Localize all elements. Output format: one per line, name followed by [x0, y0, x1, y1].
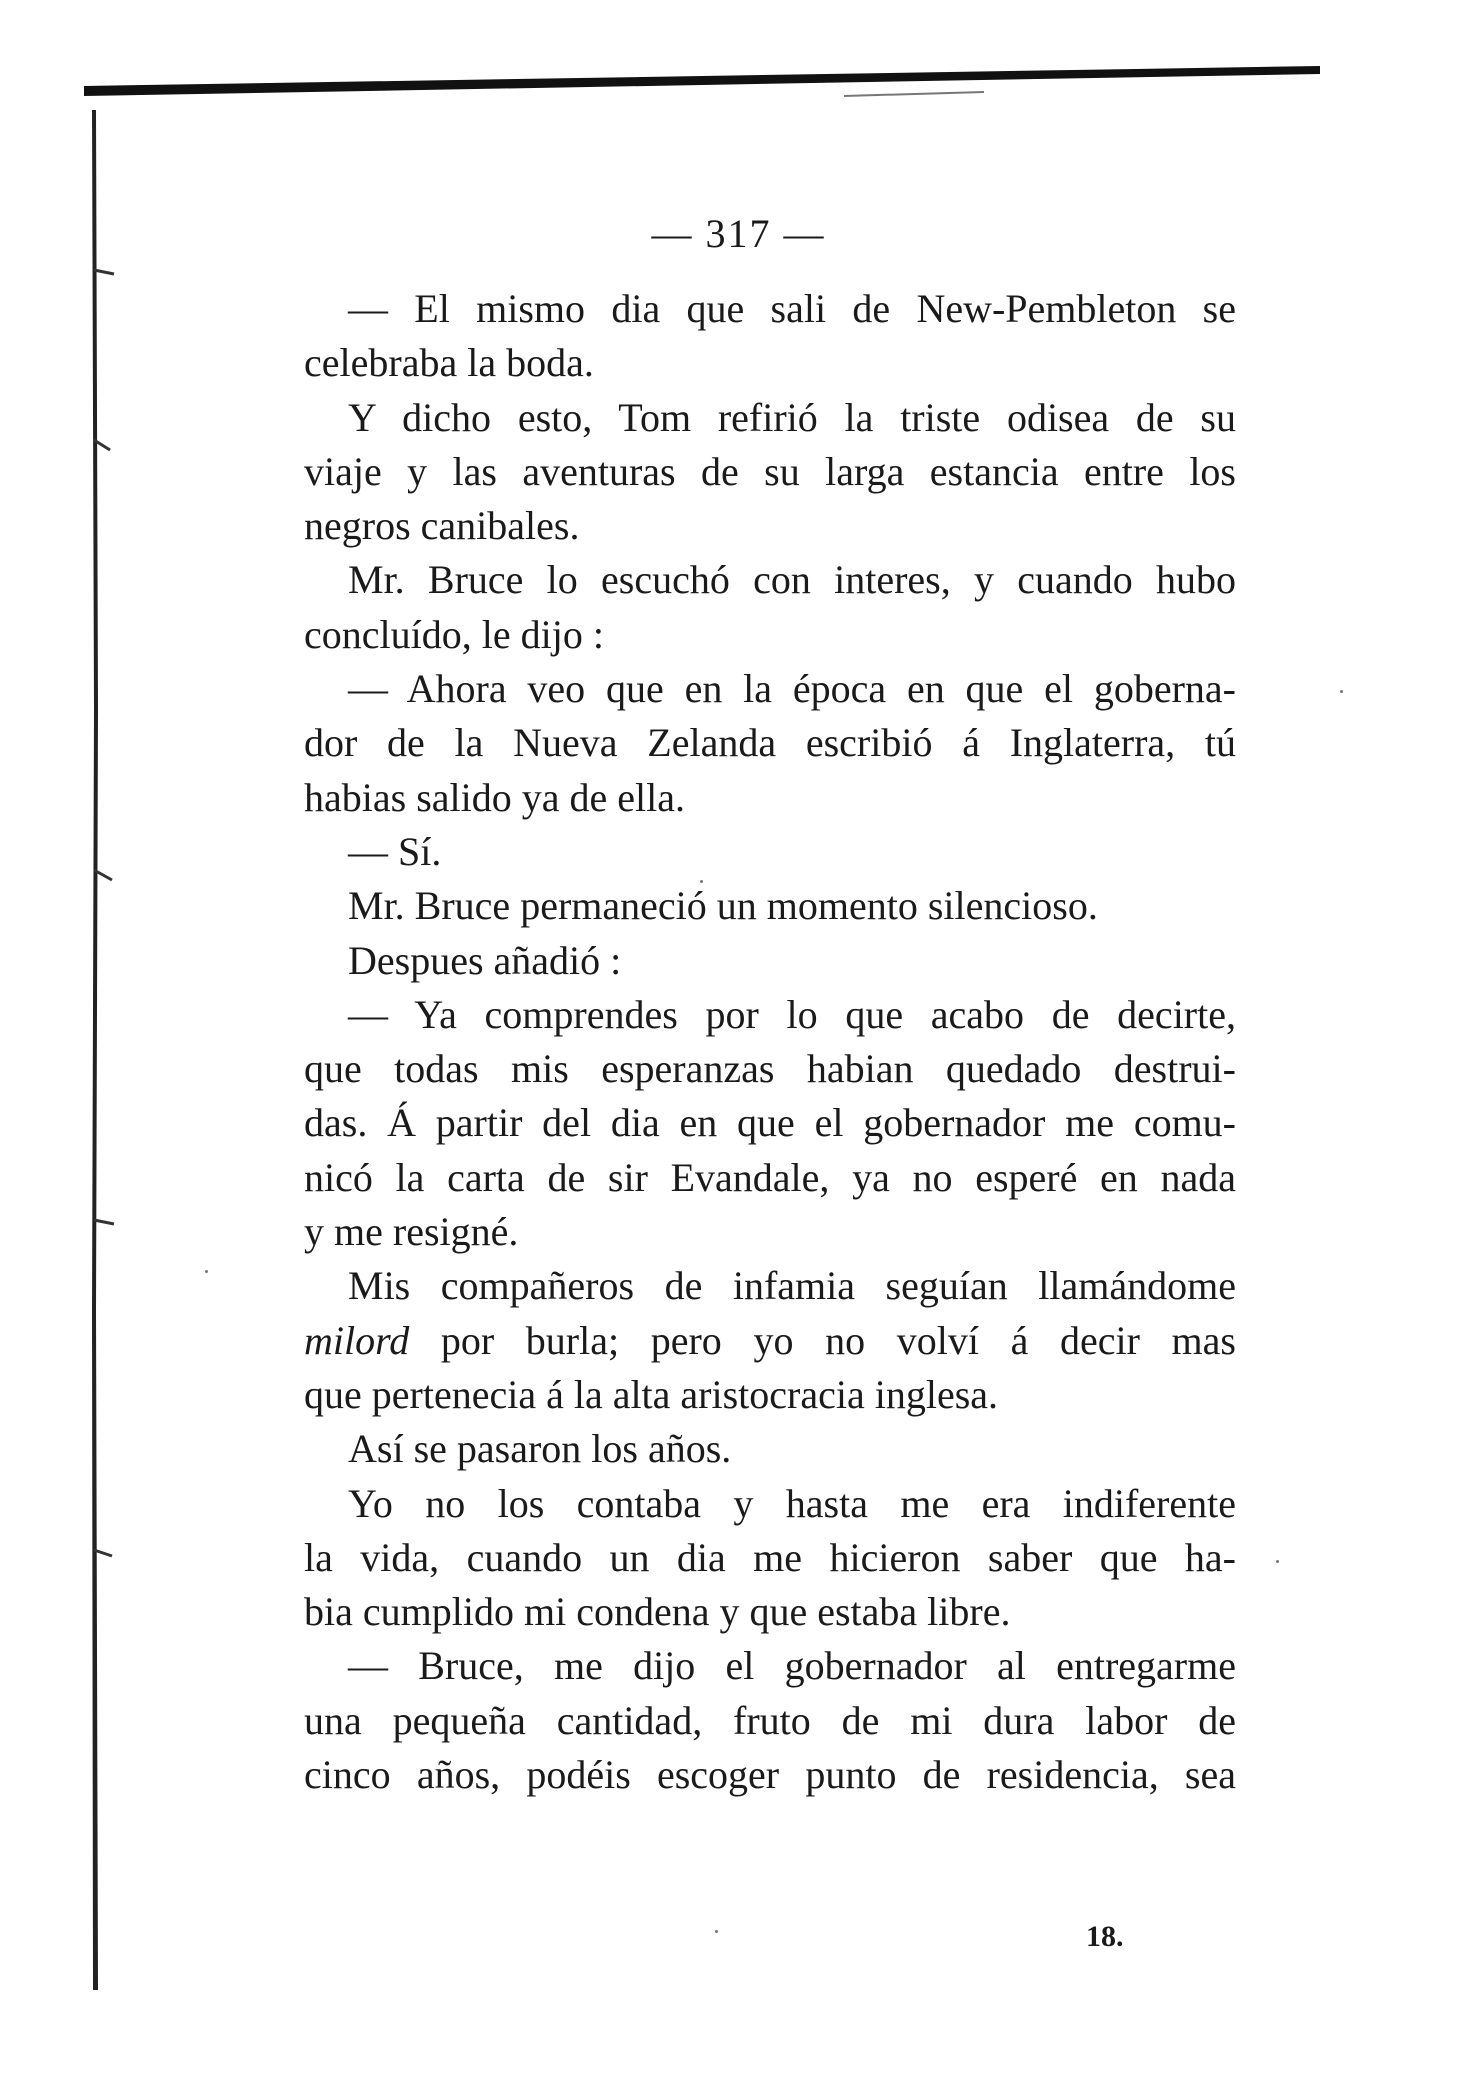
italic-word: milord	[304, 1317, 410, 1363]
text-line: Mis compañeros de infamia seguían llamándome	[348, 1263, 1236, 1309]
signature-mark: 18.	[1086, 1920, 1124, 1953]
text-line: — Ya comprendes por lo que acabo de decirte,	[348, 991, 1236, 1037]
text-line: celebraba la boda.	[304, 340, 594, 386]
page-number: — 317 —	[651, 211, 826, 256]
text-line: viaje y las aventuras de su larga estancia entre los	[304, 448, 1236, 494]
text-line: la vida, cuando un dia me hicieron saber que ha-	[304, 1534, 1236, 1580]
text-line: — Bruce, me dijo el gobernador al entregarme	[348, 1643, 1236, 1689]
text-line: habias salido ya de ella.	[304, 774, 685, 820]
body-text	[304, 282, 1236, 1802]
text-line: Despues añadió :	[348, 937, 622, 983]
text-line: Yo no los contaba y hasta me era indiferente	[348, 1480, 1236, 1526]
text-line: cinco años, podéis escoger punto de residencia, sea	[304, 1752, 1236, 1798]
text-line: — El mismo dia que sali de New-Pembleton se	[348, 286, 1236, 331]
text-line: negros canibales.	[304, 503, 580, 549]
text-line: Mr. Bruce lo escuchó con interes, y cuando hubo	[348, 557, 1236, 603]
scan-speck	[205, 1270, 208, 1273]
text-line: Mr. Bruce permaneció un momento silencioso.	[348, 883, 1098, 929]
text-line: Y dicho esto, Tom refirió la triste odisea de su	[348, 394, 1236, 440]
scan-speck	[1276, 1560, 1279, 1563]
text-line: bia cumplido mi condena y que estaba libre.	[304, 1589, 1011, 1635]
text-line: Así se pasaron los años.	[348, 1426, 732, 1472]
text-line: — Sí.	[348, 828, 442, 874]
scan-left-edge	[88, 110, 128, 1990]
text-line	[304, 1314, 1236, 1368]
text-line: — Ahora veo que en la época en que el goberna-	[348, 666, 1236, 712]
text-line: concluído, le dijo :	[304, 611, 604, 657]
scan-speck	[1340, 690, 1343, 693]
text-line: que todas mis esperanzas habian quedado destrui-	[304, 1046, 1236, 1092]
text-line: que pertenecia á la alta aristocracia inglesa.	[304, 1371, 999, 1417]
text-line: una pequeña cantidad, fruto de mi dura labor de	[304, 1697, 1236, 1743]
text-line: das. Á partir del dia en que el gobernador me comu-	[304, 1100, 1236, 1146]
scan-speck	[715, 1930, 718, 1933]
text-line: y me resigné.	[304, 1209, 519, 1255]
scan-top-edge	[84, 62, 1320, 118]
text-segment: por burla; pero yo no volví á decir mas	[409, 1317, 1236, 1363]
text-line: dor de la Nueva Zelanda escribió á Inglaterra, tú	[304, 720, 1236, 766]
text-line: nicó la carta de sir Evandale, ya no esperé en nada	[304, 1154, 1236, 1200]
